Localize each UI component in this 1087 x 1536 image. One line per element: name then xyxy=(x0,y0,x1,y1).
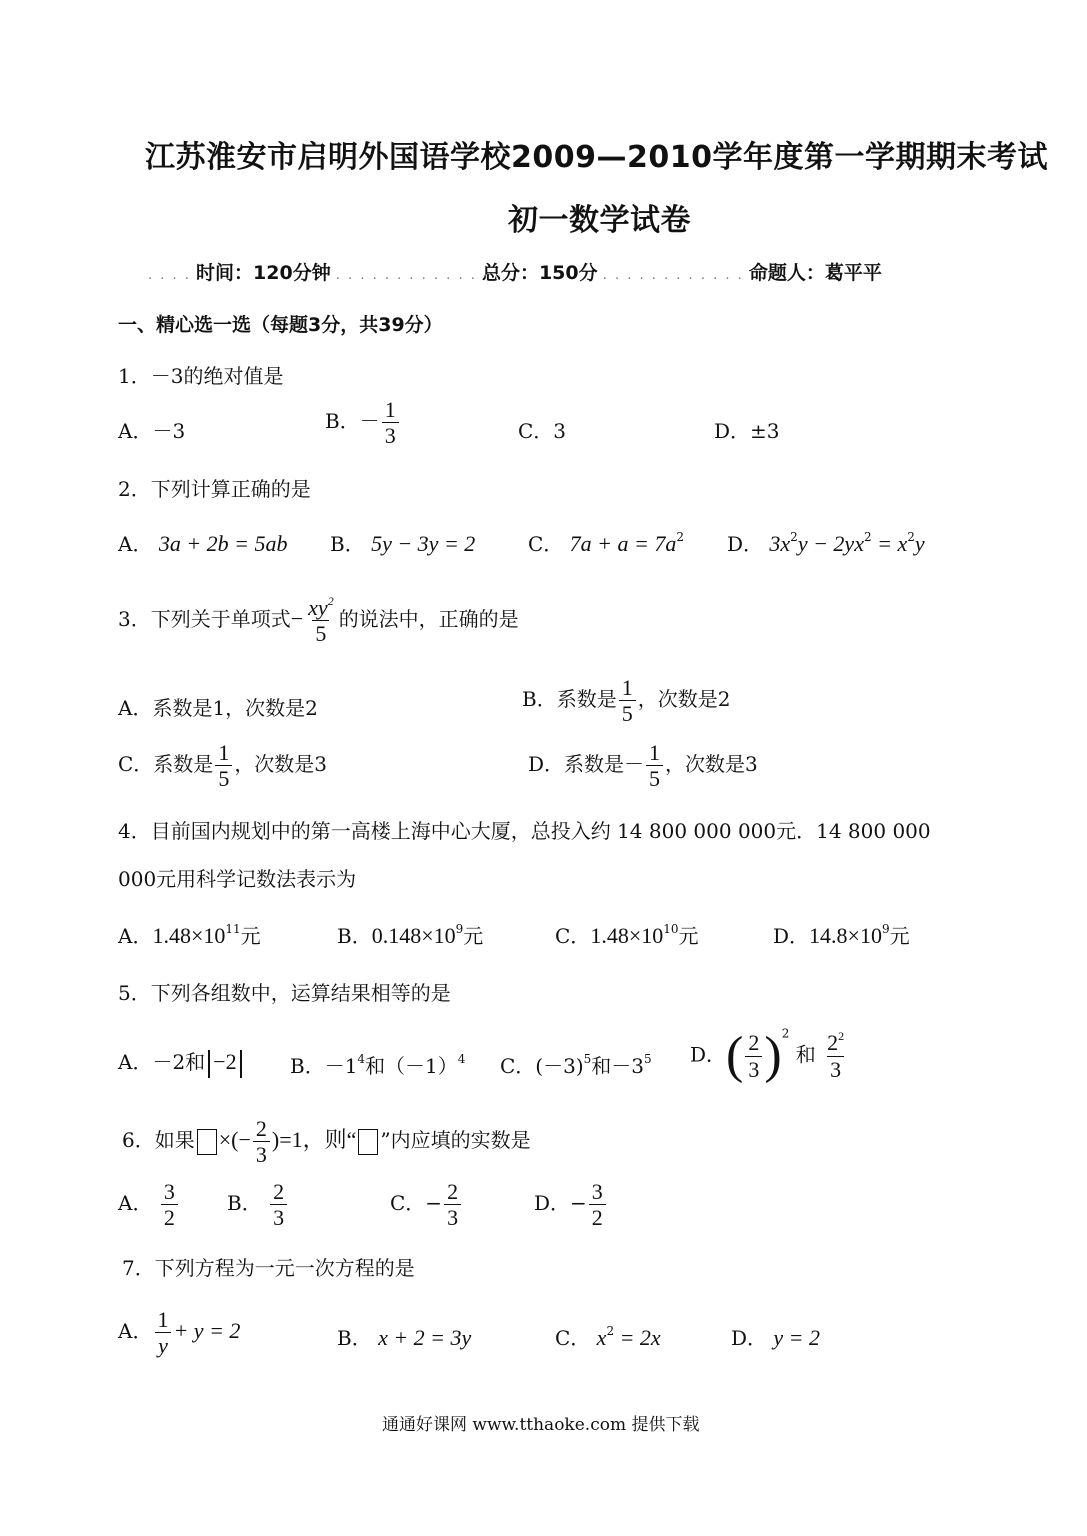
frac-num: 2 xyxy=(447,1179,459,1204)
q3-stem-prefix: 3．下列关于单项式 xyxy=(118,607,291,632)
exponent: 10 xyxy=(663,922,679,936)
abs-bar xyxy=(208,1050,210,1078)
frac-num: 1 xyxy=(157,1307,169,1332)
fraction xyxy=(619,676,636,725)
frac-den: 3 xyxy=(827,1056,844,1081)
frac-den: 5 xyxy=(215,765,232,790)
leader-dots: . . . . . . . . . . . . xyxy=(602,268,744,283)
option-label: C． xyxy=(528,532,564,556)
q1-option-b xyxy=(325,398,401,447)
frac-num: 2 xyxy=(255,1116,267,1141)
frac-num: 2 xyxy=(273,1179,285,1204)
fraction xyxy=(646,741,663,790)
q4-option-c xyxy=(555,920,699,949)
frac-den: 2 xyxy=(589,1204,606,1229)
math-expr: y xyxy=(914,531,925,556)
q3-option-b xyxy=(522,676,730,725)
frac-den: 5 xyxy=(646,765,663,790)
option-prefix: A．－2和 xyxy=(118,1050,206,1074)
option-label: D． xyxy=(731,1326,768,1350)
math-expr: 5y − 3y = 2 xyxy=(371,531,476,556)
q1-b-prefix: B．－ xyxy=(325,409,380,434)
exponent: 2 xyxy=(781,1026,790,1041)
unit: 元 xyxy=(889,924,910,948)
q6-stem-prefix: 6．如果 xyxy=(122,1128,195,1153)
frac-num-text: 2 xyxy=(827,1030,839,1056)
option-prefix: C．系数是 xyxy=(118,752,214,777)
option-label: A． xyxy=(118,532,153,556)
frac-num: $xy^2$ xyxy=(308,594,334,620)
frac-den: y xyxy=(155,1332,171,1357)
question-6 xyxy=(122,1117,531,1166)
frac-den: 2 xyxy=(161,1204,178,1229)
q5-option-d xyxy=(690,1026,849,1084)
q3-stem-suffix: 的说法中，正确的是 xyxy=(338,607,519,632)
fraction xyxy=(305,596,337,645)
fraction xyxy=(824,1031,847,1080)
frac-den: 3 xyxy=(270,1204,287,1229)
frac-num: 3 xyxy=(163,1179,175,1204)
frac-num: 1 xyxy=(384,397,396,422)
exponent: 4 xyxy=(357,1052,366,1066)
fraction xyxy=(745,1031,762,1080)
exponent: 9 xyxy=(881,922,890,936)
frac-num: 1 xyxy=(218,740,230,765)
option-prefix: D．系数是－ xyxy=(528,752,645,777)
unit: 元 xyxy=(240,924,261,948)
right-paren: ) xyxy=(764,1027,782,1084)
math-expr: = 2x xyxy=(614,1325,661,1350)
fraction xyxy=(589,1180,606,1229)
math-expr: x xyxy=(596,1325,607,1350)
q5-option-b xyxy=(290,1050,465,1079)
q1-option-a: A．－3 xyxy=(118,419,186,443)
math-expr: 14.8×10 xyxy=(809,923,882,948)
exponent: 2 xyxy=(838,1029,845,1044)
blank-box xyxy=(358,1129,378,1155)
q7-option-a xyxy=(118,1308,240,1357)
option-label: B． xyxy=(337,924,372,948)
math-expr: 0.148×10 xyxy=(371,923,456,948)
option-suffix: ，次数是3 xyxy=(665,752,758,777)
q7-option-c: C． $x^2 = 2x$ xyxy=(555,1324,661,1350)
fraction xyxy=(444,1180,461,1229)
fraction xyxy=(382,398,399,447)
exponent: 11 xyxy=(225,922,241,936)
question-4-line1: 4．目前国内规划中的第一高楼上海中心大厦，总投入约 14 800 000 000元．14 800 000 xyxy=(118,819,931,843)
title-line2: 初一数学试卷 xyxy=(508,203,691,238)
exponent: 4 xyxy=(457,1052,466,1066)
math-expr: y − 2yx xyxy=(797,531,864,556)
option-label: D． xyxy=(727,532,764,556)
meta-row xyxy=(148,258,882,285)
fraction xyxy=(253,1117,270,1166)
leader-dots: . . . . xyxy=(148,268,191,283)
q6-option-c xyxy=(390,1180,463,1229)
math-expr: 3x xyxy=(769,531,791,556)
q2-option-d: D． $3x^2y - 2yx^2 = x^2y$ xyxy=(727,530,925,556)
q6-stem-suffix: ”内应填的实数是 xyxy=(380,1128,531,1153)
frac-den: 3 xyxy=(382,422,399,447)
q7-option-d xyxy=(731,1322,820,1351)
fraction xyxy=(270,1180,287,1229)
q3-option-c xyxy=(118,741,327,790)
option-label: C． xyxy=(555,1326,591,1350)
q5-option-a xyxy=(118,1046,245,1078)
q6-option-a xyxy=(118,1180,180,1229)
frac-den: 3 xyxy=(253,1141,270,1166)
option-mid: 和（－1） xyxy=(365,1054,458,1078)
exam-time: 时间：120分钟 xyxy=(196,262,331,284)
exponent: 9 xyxy=(455,922,464,936)
math-expr: = x xyxy=(871,531,908,556)
frac-num: 2 xyxy=(748,1030,760,1056)
math-expr: x + 2 = 3y xyxy=(378,1325,472,1350)
q6-option-d xyxy=(534,1180,608,1229)
frac-num: 1 xyxy=(649,740,661,765)
option-mid: 和－3 xyxy=(591,1054,645,1078)
question-4-line2: 000元用科学记数法表示为 xyxy=(118,867,357,891)
option-prefix: B．－1 xyxy=(290,1054,358,1078)
option-label: D． xyxy=(690,1042,727,1067)
leader-dots: . . . . . . . . . . . . xyxy=(335,268,477,283)
q4-option-d xyxy=(773,920,910,949)
option-label: A． xyxy=(118,1191,153,1216)
exam-author: 命题人：葛平平 xyxy=(748,262,882,284)
section-heading: 一、精心选一选（每题3分，共39分） xyxy=(118,314,443,336)
q2-option-a xyxy=(118,528,288,557)
q3-option-a: A．系数是1，次数是2 xyxy=(118,696,318,720)
option-suffix: ，次数是3 xyxy=(234,752,328,777)
question-1: 1．－3的绝对值是 xyxy=(118,364,284,388)
frac-num xyxy=(824,1031,847,1055)
fraction xyxy=(161,1180,178,1229)
math-expr: + y = 2 xyxy=(173,1318,241,1344)
math-expr: y = 2 xyxy=(773,1325,821,1350)
option-label: B． xyxy=(330,532,365,556)
q4-option-a xyxy=(118,920,261,949)
math-expr: 1.48×10 xyxy=(590,923,664,948)
q4-option-b xyxy=(337,920,483,949)
option-label: C． xyxy=(555,924,591,948)
frac-den: 3 xyxy=(745,1056,762,1081)
q2-option-b xyxy=(330,528,475,557)
q1-option-d: D．±3 xyxy=(714,419,780,443)
option-label: B． xyxy=(337,1326,372,1350)
fraction xyxy=(154,1308,171,1357)
q6-option-b xyxy=(227,1180,289,1229)
exam-total: 总分：150分 xyxy=(481,262,598,284)
frac-num: 3 xyxy=(591,1179,603,1204)
question-3 xyxy=(118,596,519,645)
math-expr: )=1，则“ xyxy=(271,1127,357,1153)
blank-box xyxy=(197,1129,217,1155)
question-2: 2．下列计算正确的是 xyxy=(118,477,311,501)
frac-den: 5 xyxy=(619,700,636,725)
option-label: A． xyxy=(118,924,153,948)
fraction xyxy=(215,741,232,790)
math-expr: 3a + 2b = 5ab xyxy=(158,531,288,556)
abs-bar xyxy=(240,1050,242,1078)
math-expr: −2 xyxy=(213,1049,237,1074)
exponent: 5 xyxy=(583,1052,592,1066)
q1-option-c: C．3 xyxy=(518,419,567,443)
footer-credit: 通通好课网 www.tthaoke.com 提供下载 xyxy=(382,1415,700,1435)
option-label: B． xyxy=(227,1191,262,1216)
and-word: 和 xyxy=(795,1042,816,1067)
minus-sign: − xyxy=(290,606,304,632)
option-prefix: C．(－3) xyxy=(500,1054,584,1078)
question-5: 5．下列各组数中，运算结果相等的是 xyxy=(118,981,451,1005)
q3-option-d xyxy=(528,741,758,790)
title-line1: 江苏淮安市启明外国语学校2009—2010学年度第一学期期末考试 xyxy=(145,140,1048,175)
math-expr: ×(− xyxy=(218,1127,251,1153)
math-expr: 1.48×10 xyxy=(152,923,226,948)
option-label: C．− xyxy=(390,1191,443,1216)
option-label: D．− xyxy=(534,1191,587,1216)
unit: 元 xyxy=(678,924,699,948)
q7-option-b xyxy=(337,1322,471,1351)
question-7: 7．下列方程为一元一次方程的是 xyxy=(122,1256,415,1280)
option-label: D． xyxy=(773,924,810,948)
left-paren: ( xyxy=(726,1027,744,1084)
option-label: A． xyxy=(118,1319,153,1344)
math-expr: 7a + a = 7a xyxy=(569,531,677,556)
option-prefix: B．系数是 xyxy=(522,687,617,712)
q5-option-c xyxy=(500,1050,652,1079)
q2-option-c: C． $7a + a = 7a^2$ xyxy=(528,530,685,556)
option-suffix: ，次数是2 xyxy=(637,687,731,712)
exponent: 5 xyxy=(644,1052,652,1066)
frac-den: 3 xyxy=(444,1204,461,1229)
frac-num-text: xy xyxy=(308,595,328,620)
unit: 元 xyxy=(463,924,484,948)
frac-num: 1 xyxy=(621,675,633,700)
frac-den: 5 xyxy=(312,620,329,645)
